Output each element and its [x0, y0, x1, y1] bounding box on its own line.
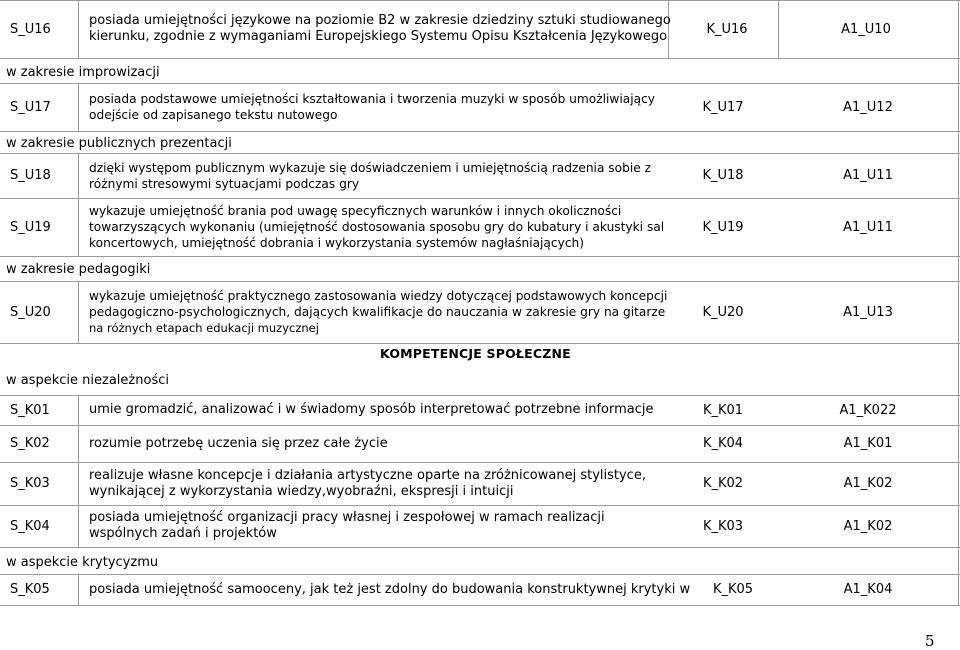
page-number: 5 [925, 632, 935, 650]
area-effect-code: A1_K022 [839, 402, 897, 418]
rule [778, 0, 779, 58]
rule [0, 343, 960, 344]
area-effect-code: A1_U13 [843, 304, 893, 320]
area-effect-code: A1_U11 [843, 168, 893, 183]
area-effect-code: A1_K04 [843, 582, 893, 597]
effect-code: S_K01 [10, 402, 50, 418]
rule [0, 547, 960, 548]
section-label: w aspekcie niezależności [6, 372, 169, 388]
effect-description-main: wykazuje umiejętność praktycznego zastosowania wiedzy dotyczącej podstawowych koncepcji pedagogiczno-psychologicznych, dających kwalifikacje do nauczania w zakresie gry na gitarze [89, 289, 668, 319]
effect-description: umie gromadzić, analizować i w świadomy sposób interpretować potrzebne informacje [89, 402, 654, 417]
effect-description: realizuje własne koncepcje i działania artystyczne oparte na zróżnicowanej stylistyce, wynikającej z wykorzystania wiedzy,wyobraźni, ekspresji i intuicji [89, 467, 646, 499]
rule [78, 281, 79, 343]
effect-code: S_U19 [10, 219, 51, 235]
section-heading-social-competences: KOMPETENCJE SPOŁECZNE [380, 346, 571, 361]
effect-description: wykazuje umiejętność brania pod uwagę specyficznych warunków i innych okoliczności towarzyszących wykonaniu (umiejętność dostosowania sposobu gry do kubatury i akustyki sal koncertowych, umiejętność dobrania i wykorzystania systemów nagłaśniających) [89, 204, 665, 250]
area-effect-code: A1_K02 [843, 518, 893, 534]
area-effect-code: A1_U12 [843, 99, 893, 115]
direction-effect-code: K_K03 [702, 518, 744, 534]
effect-code: S_K03 [10, 476, 50, 491]
area-effect-code: A1_K02 [843, 476, 893, 491]
section-label: w aspekcie krytycyzmu [6, 554, 159, 570]
rule [78, 395, 79, 547]
direction-effect-code: K_K02 [702, 476, 744, 491]
effect-description: dzięki występom publicznym wykazuje się doświadczeniem i umiejętnością radzenia sobie z różnymi stresowymi sytuacjami podczas gry [89, 160, 651, 191]
rule [0, 605, 960, 606]
effect-code: S_U18 [10, 168, 51, 183]
effect-description: posiada umiejętności językowe na poziomie B2 w zakresie dziedziny sztuki studiowanego kierunku, zgodnie z wymaganiami Europejskiego Systemu Opisu Kształcenia Językowego [89, 13, 671, 44]
direction-effect-code: K_K01 [702, 402, 744, 418]
area-effect-code: A1_K01 [843, 436, 893, 451]
rule [0, 256, 960, 257]
rule [0, 131, 960, 132]
direction-effect-code: K_U20 [702, 304, 744, 320]
effect-description-tail: na różnych etapach edukacji muzycznej [89, 321, 319, 335]
direction-effect-code: K_U18 [702, 168, 744, 183]
direction-effect-code: K_U17 [702, 99, 744, 115]
section-label: w zakresie pedagogiki [6, 261, 151, 277]
rule [958, 0, 959, 605]
effect-description: posiada podstawowe umiejętności kształtowania i tworzenia muzyki w sposób umożliwiający odejście od zapisanego tekstu nutowego [89, 92, 655, 122]
rule [78, 153, 79, 256]
rule [78, 83, 79, 131]
direction-effect-code: K_U19 [702, 219, 744, 235]
effect-description: posiada umiejętność samooceny, jak też jest zdolny do budowania konstruktywnej krytyki w [89, 581, 691, 597]
rule [0, 58, 960, 59]
effect-code: S_K05 [10, 582, 50, 597]
effect-code: S_U20 [10, 304, 51, 320]
effect-description: rozumie potrzebę uczenia się przez całe życie [89, 435, 388, 451]
effect-description [89, 281, 674, 343]
effect-description: posiada umiejętność organizacji pracy własnej i zespołowej w ramach realizacji wspólnych zadań i projektów [89, 510, 605, 541]
section-label: w zakresie improwizacji [6, 64, 160, 80]
direction-effect-code: K_K05 [712, 582, 754, 597]
area-effect-code: A1_U11 [843, 219, 893, 235]
rule [78, 574, 79, 605]
rule [78, 0, 79, 58]
direction-effect-code: K_U16 [706, 21, 748, 37]
effect-code: S_U17 [10, 99, 51, 115]
effect-code: S_K02 [10, 436, 50, 451]
direction-effect-code: K_K04 [702, 436, 744, 451]
area-effect-code: A1_U10 [841, 21, 891, 37]
section-label: w zakresie publicznych prezentacji [6, 135, 232, 151]
effect-code: S_U16 [10, 21, 51, 37]
effect-code: S_K04 [10, 518, 50, 534]
